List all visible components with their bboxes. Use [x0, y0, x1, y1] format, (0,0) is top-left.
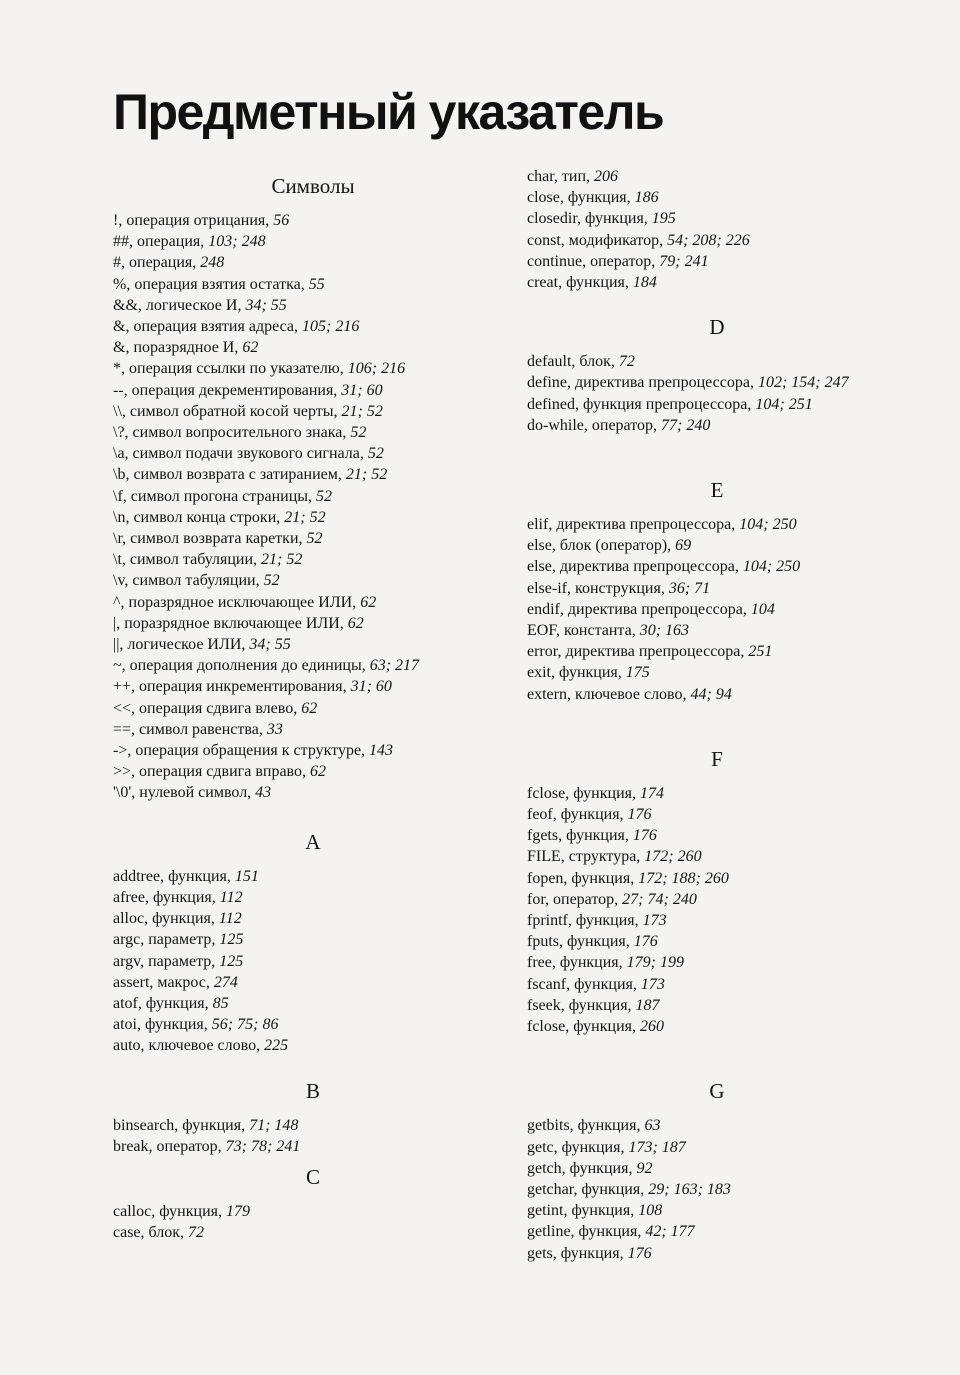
- index-entry: [113, 464, 513, 485]
- entry-pages: 63; 217: [369, 657, 420, 675]
- index-entry: [113, 993, 513, 1014]
- entry-pages: 52: [263, 572, 280, 590]
- index-entry: [527, 1137, 907, 1158]
- index-entry: [113, 908, 513, 929]
- page-title: Предметный указатель: [113, 84, 664, 140]
- entry-pages: 225: [264, 1037, 289, 1055]
- entry-pages: 187: [635, 996, 660, 1014]
- entry-pages: 125: [219, 931, 244, 949]
- entry-term: getch, функция,: [527, 1159, 637, 1177]
- entry-pages: 175: [625, 664, 650, 682]
- entry-term: getc, функция,: [527, 1138, 629, 1156]
- index-entry: [113, 740, 513, 761]
- entry-pages: 176: [627, 1244, 652, 1262]
- section-header: Символы: [271, 174, 355, 198]
- entry-term: \\, символ обратной косой черты,: [113, 402, 342, 420]
- entry-term: %, операция взятия остатка,: [113, 275, 309, 293]
- entry-pages: 176: [632, 827, 657, 845]
- entry-pages: 184: [632, 274, 657, 292]
- index-section: [527, 166, 907, 293]
- entry-term: feof, функция,: [527, 806, 628, 824]
- entry-term: ^, поразрядное исключающее ИЛИ,: [113, 593, 361, 611]
- index-entry: [527, 620, 907, 641]
- entry-term: char, тип,: [527, 168, 595, 185]
- index-entry: [113, 1014, 513, 1035]
- entry-term: defined, функция препроцессора,: [527, 395, 756, 413]
- entry-pages: 56; 75; 86: [211, 1016, 279, 1034]
- index-section: [527, 313, 907, 436]
- index-section: [113, 828, 513, 1057]
- entry-pages: 52: [367, 445, 384, 463]
- index-entry: [113, 380, 513, 401]
- section-header: A: [305, 829, 321, 854]
- index-entry: [113, 866, 513, 887]
- section-header: F: [711, 746, 723, 771]
- index-entry: [527, 952, 907, 973]
- entry-pages: 92: [636, 1159, 653, 1177]
- entry-pages: 173: [640, 975, 665, 993]
- entry-term: auto, ключевое слово,: [113, 1037, 265, 1055]
- entry-term: afree, функция,: [113, 888, 220, 906]
- entry-pages: 104; 251: [755, 395, 813, 413]
- entry-term: case, блок,: [113, 1224, 189, 1242]
- section-header: G: [709, 1079, 725, 1104]
- entry-term: else, директива препроцессора,: [527, 558, 743, 576]
- entry-term: endif, директива препроцессора,: [527, 600, 751, 618]
- entry-term: default, блок,: [527, 353, 619, 371]
- entry-pages: 21; 52: [284, 508, 326, 526]
- index-entry: [113, 549, 513, 570]
- entry-term: EOF, константа,: [527, 622, 640, 640]
- entry-term: else, блок (оператор),: [527, 537, 676, 555]
- entry-pages: 62: [347, 614, 364, 632]
- entry-pages: 44; 94: [690, 685, 732, 703]
- index-entry: [527, 272, 907, 293]
- entry-pages: 36; 71: [668, 579, 711, 597]
- entry-pages: 71; 148: [249, 1116, 299, 1134]
- entry-term: creat, функция,: [527, 274, 633, 292]
- entry-pages: 33: [266, 720, 283, 738]
- entry-term: !, операция отрицания,: [113, 212, 274, 229]
- index-entry: [113, 295, 513, 316]
- entry-pages: 173: [642, 912, 667, 930]
- entry-term: argv, параметр,: [113, 952, 220, 970]
- entry-term: fgets, функция,: [527, 827, 633, 845]
- entry-pages: 176: [627, 806, 652, 824]
- index-entry: [113, 929, 513, 950]
- entry-pages: 102; 154; 247: [757, 374, 849, 392]
- entry-term: extern, ключевое слово,: [527, 685, 691, 703]
- entry-term: atof, функция,: [113, 994, 213, 1012]
- entry-pages: 42; 177: [645, 1223, 695, 1241]
- index-entry: [113, 337, 513, 358]
- index-entry: [527, 889, 907, 910]
- entry-term: addtree, функция,: [113, 867, 235, 885]
- entry-pages: 52: [306, 530, 323, 548]
- entry-pages: 172; 188; 260: [638, 869, 729, 887]
- entry-term: |, поразрядное включающее ИЛИ,: [113, 614, 348, 632]
- entry-term: assert, макрос,: [113, 973, 214, 991]
- index-entry: [113, 528, 513, 549]
- entry-pages: 31; 60: [341, 381, 383, 399]
- index-entry: [113, 676, 513, 697]
- entry-term: getint, функция,: [527, 1202, 639, 1220]
- index-entry: [527, 846, 907, 867]
- index-entry: [527, 208, 907, 229]
- entry-pages: 72: [188, 1224, 205, 1242]
- index-entry: [113, 274, 513, 295]
- index-entry: [527, 394, 907, 415]
- entry-term: --, операция декрементирования,: [113, 381, 342, 399]
- index-entry: [527, 868, 907, 889]
- entry-term: &, поразрядное И,: [113, 339, 243, 357]
- index-entry: [527, 514, 907, 535]
- index-entry: [113, 316, 513, 337]
- entry-pages: 54; 208; 226: [667, 231, 750, 249]
- entry-term: free, функция,: [527, 954, 627, 972]
- entry-term: argc, параметр,: [113, 931, 220, 949]
- index-section: [527, 745, 907, 1037]
- entry-term: ||, логическое ИЛИ,: [113, 636, 250, 654]
- entry-pages: 173; 187: [628, 1138, 686, 1156]
- entry-term: closedir, функция,: [527, 210, 652, 228]
- entry-pages: 34; 55: [249, 636, 291, 654]
- entry-pages: 105; 216: [301, 318, 360, 336]
- entry-pages: 174: [640, 784, 664, 802]
- entry-pages: 21; 52: [345, 466, 388, 484]
- entry-term: error, директива препроцессора,: [527, 643, 749, 661]
- entry-term: for, оператор,: [527, 890, 623, 908]
- entry-pages: 27; 74; 240: [622, 890, 697, 908]
- index-section: [113, 1077, 513, 1157]
- section-header: E: [710, 478, 724, 503]
- index-entry: [527, 910, 907, 931]
- section-header: C: [305, 1164, 320, 1189]
- index-entry: [113, 972, 513, 993]
- index-entry: [113, 252, 513, 273]
- entry-pages: 104; 250: [739, 516, 797, 534]
- entry-term: do-while, оператор,: [527, 416, 662, 434]
- index-entry: [113, 231, 513, 252]
- index-entry: [113, 358, 513, 379]
- entry-term: ~, операция дополнения до единицы,: [113, 657, 370, 675]
- index-entry: [113, 1201, 513, 1222]
- index-entry: [113, 1035, 513, 1056]
- index-entry: [113, 401, 513, 422]
- entry-pages: 56: [273, 212, 290, 229]
- entry-pages: 206: [594, 168, 619, 185]
- entry-pages: 72: [618, 353, 635, 371]
- entry-pages: 52: [350, 424, 367, 442]
- entry-term: define, директива препроцессора,: [527, 374, 758, 392]
- entry-term: fclose, функция,: [527, 784, 640, 802]
- entry-term: '\0', нулевой символ,: [113, 784, 256, 802]
- entry-term: break, оператор,: [113, 1137, 226, 1155]
- entry-term: getbits, функция,: [527, 1117, 645, 1135]
- entry-term: const, модификатор,: [527, 231, 668, 249]
- index-entry: [113, 655, 513, 676]
- entry-term: getline, функция,: [527, 1223, 646, 1241]
- index-entry: [527, 804, 907, 825]
- index-entry: [527, 931, 907, 952]
- entry-pages: 103; 248: [208, 233, 266, 251]
- index-entry: [527, 641, 907, 662]
- entry-pages: 77; 240: [661, 416, 711, 434]
- index-entry: [527, 166, 907, 187]
- entry-pages: 186: [634, 189, 659, 207]
- index-entry: [527, 974, 907, 995]
- index-column-left: [113, 166, 513, 1243]
- entry-pages: 251: [748, 643, 773, 661]
- entry-pages: 79; 241: [659, 252, 709, 270]
- entry-pages: 104; 250: [742, 558, 801, 576]
- entry-pages: 151: [234, 867, 259, 885]
- entry-term: *, операция ссылки по указателю,: [113, 360, 348, 378]
- entry-pages: 172; 260: [644, 848, 702, 866]
- index-entry: [527, 372, 907, 393]
- entry-term: atoi, функция,: [113, 1016, 212, 1034]
- entry-term: \r, символ возврата каретки,: [113, 530, 307, 548]
- entry-pages: 125: [219, 952, 244, 970]
- entry-term: fseek, функция,: [527, 996, 636, 1014]
- section-header: D: [709, 315, 725, 340]
- entry-term: \f, символ прогона страницы,: [113, 487, 316, 505]
- index-section: [113, 172, 513, 804]
- index-entry: [113, 761, 513, 782]
- entry-term: \v, символ табуляции,: [113, 572, 264, 590]
- entry-term: calloc, функция,: [113, 1202, 226, 1220]
- index-entry: [527, 1016, 907, 1037]
- entry-term: fclose, функция,: [527, 1018, 640, 1036]
- index-entry: [527, 230, 907, 251]
- entry-term: else-if, конструкция,: [527, 579, 669, 597]
- entry-term: ++, операция инкрементирования,: [113, 678, 351, 696]
- entry-pages: 73; 78; 241: [225, 1137, 301, 1155]
- entry-pages: 31; 60: [350, 678, 392, 696]
- entry-pages: 30; 163: [639, 622, 690, 640]
- entry-term: \b, символ возврата с затиранием,: [113, 466, 346, 484]
- index-section: [113, 1163, 513, 1243]
- entry-pages: 248: [200, 254, 225, 272]
- index-entry: [527, 535, 907, 556]
- entry-pages: 29; 163; 183: [648, 1180, 731, 1198]
- index-entry: [113, 210, 513, 231]
- entry-pages: 21; 52: [261, 551, 303, 569]
- index-entry: [113, 887, 513, 908]
- index-entry: [527, 1179, 907, 1200]
- entry-pages: 62: [309, 763, 326, 781]
- index-section: [527, 1077, 907, 1263]
- index-entry: [113, 486, 513, 507]
- entry-pages: 112: [219, 888, 243, 906]
- entry-term: \n, символ конца строки,: [113, 508, 285, 526]
- entry-pages: 85: [212, 994, 229, 1012]
- entry-pages: 63: [644, 1117, 661, 1135]
- index-entry: [113, 443, 513, 464]
- entry-pages: 179: [225, 1202, 250, 1220]
- entry-pages: 143: [369, 742, 394, 760]
- entry-pages: 69: [675, 537, 692, 555]
- entry-pages: 195: [651, 210, 676, 228]
- entry-pages: 62: [242, 339, 259, 357]
- section-header: B: [305, 1078, 320, 1103]
- entry-pages: 274: [213, 973, 238, 991]
- index-entry: [527, 1221, 907, 1242]
- index-entry: [113, 1115, 513, 1136]
- entry-term: fprintf, функция,: [527, 912, 643, 930]
- index-entry: [527, 684, 907, 705]
- entry-term: &, операция взятия адреса,: [113, 318, 302, 336]
- index-entry: [527, 187, 907, 208]
- entry-pages: 179; 199: [626, 954, 684, 972]
- entry-pages: 260: [640, 1018, 664, 1036]
- index-entry: [113, 951, 513, 972]
- entry-term: fopen, функция,: [527, 869, 639, 887]
- entry-term: close, функция,: [527, 189, 635, 207]
- index-entry: [527, 995, 907, 1016]
- entry-pages: 104: [750, 600, 775, 618]
- index-entry: [527, 1115, 907, 1136]
- entry-term: ->, операция обращения к структуре,: [113, 742, 370, 760]
- index-entry: [527, 556, 907, 577]
- entry-term: getchar, функция,: [527, 1180, 649, 1198]
- index-entry: [527, 662, 907, 683]
- index-entry: [113, 613, 513, 634]
- entry-term: fscanf, функция,: [527, 975, 641, 993]
- entry-term: exit, функция,: [527, 664, 626, 682]
- entry-term: <<, операция сдвига влево,: [113, 699, 302, 717]
- index-entry: [113, 422, 513, 443]
- entry-pages: 55: [308, 275, 325, 293]
- index-entry: [527, 825, 907, 846]
- index-entry: [527, 1243, 907, 1264]
- entry-term: binsearch, функция,: [113, 1116, 250, 1134]
- entry-term: fputs, функция,: [527, 933, 634, 951]
- index-entry: [113, 1136, 513, 1157]
- index-entry: [113, 570, 513, 591]
- entry-term: elif, директива препроцессора,: [527, 516, 740, 534]
- index-entry: [527, 251, 907, 272]
- index-entry: [527, 1158, 907, 1179]
- index-entry: [527, 415, 907, 436]
- index-section: [527, 476, 907, 705]
- index-entry: [113, 592, 513, 613]
- entry-term: alloc, функция,: [113, 910, 219, 928]
- entry-pages: 176: [633, 933, 658, 951]
- entry-pages: 52: [316, 487, 332, 505]
- entry-pages: 34; 55: [245, 296, 287, 314]
- index-entry: [113, 719, 513, 740]
- index-entry: [527, 599, 907, 620]
- index-entry: [527, 1200, 907, 1221]
- entry-term: \t, символ табуляции,: [113, 551, 262, 569]
- entry-pages: 21; 52: [341, 402, 383, 420]
- index-entry: [113, 1222, 513, 1243]
- entry-term: \a, символ подачи звукового сигнала,: [113, 445, 368, 463]
- entry-term: continue, оператор,: [527, 252, 660, 270]
- entry-term: ==, символ равенства,: [113, 720, 267, 738]
- index-entry: [113, 782, 513, 803]
- entry-pages: 108: [638, 1202, 663, 1220]
- index-entry: [113, 507, 513, 528]
- entry-term: gets, функция,: [527, 1244, 628, 1262]
- entry-pages: 62: [360, 593, 377, 611]
- entry-term: >>, операция сдвига вправо,: [113, 763, 310, 781]
- entry-term: \?, символ вопросительного знака,: [113, 424, 351, 442]
- entry-term: FILE, структура,: [527, 848, 645, 866]
- entry-pages: 43: [255, 784, 272, 802]
- index-entry: [527, 783, 907, 804]
- entry-term: #, операция,: [113, 254, 201, 272]
- index-entry: [527, 578, 907, 599]
- index-entry: [527, 351, 907, 372]
- entry-pages: 62: [301, 699, 318, 717]
- index-column-right: [527, 166, 907, 1264]
- entry-pages: 112: [218, 910, 242, 928]
- index-entry: [113, 698, 513, 719]
- entry-pages: 106; 216: [347, 360, 406, 378]
- index-entry: [113, 634, 513, 655]
- entry-term: &&, логическое И,: [113, 296, 246, 314]
- entry-term: ##, операция,: [113, 233, 209, 251]
